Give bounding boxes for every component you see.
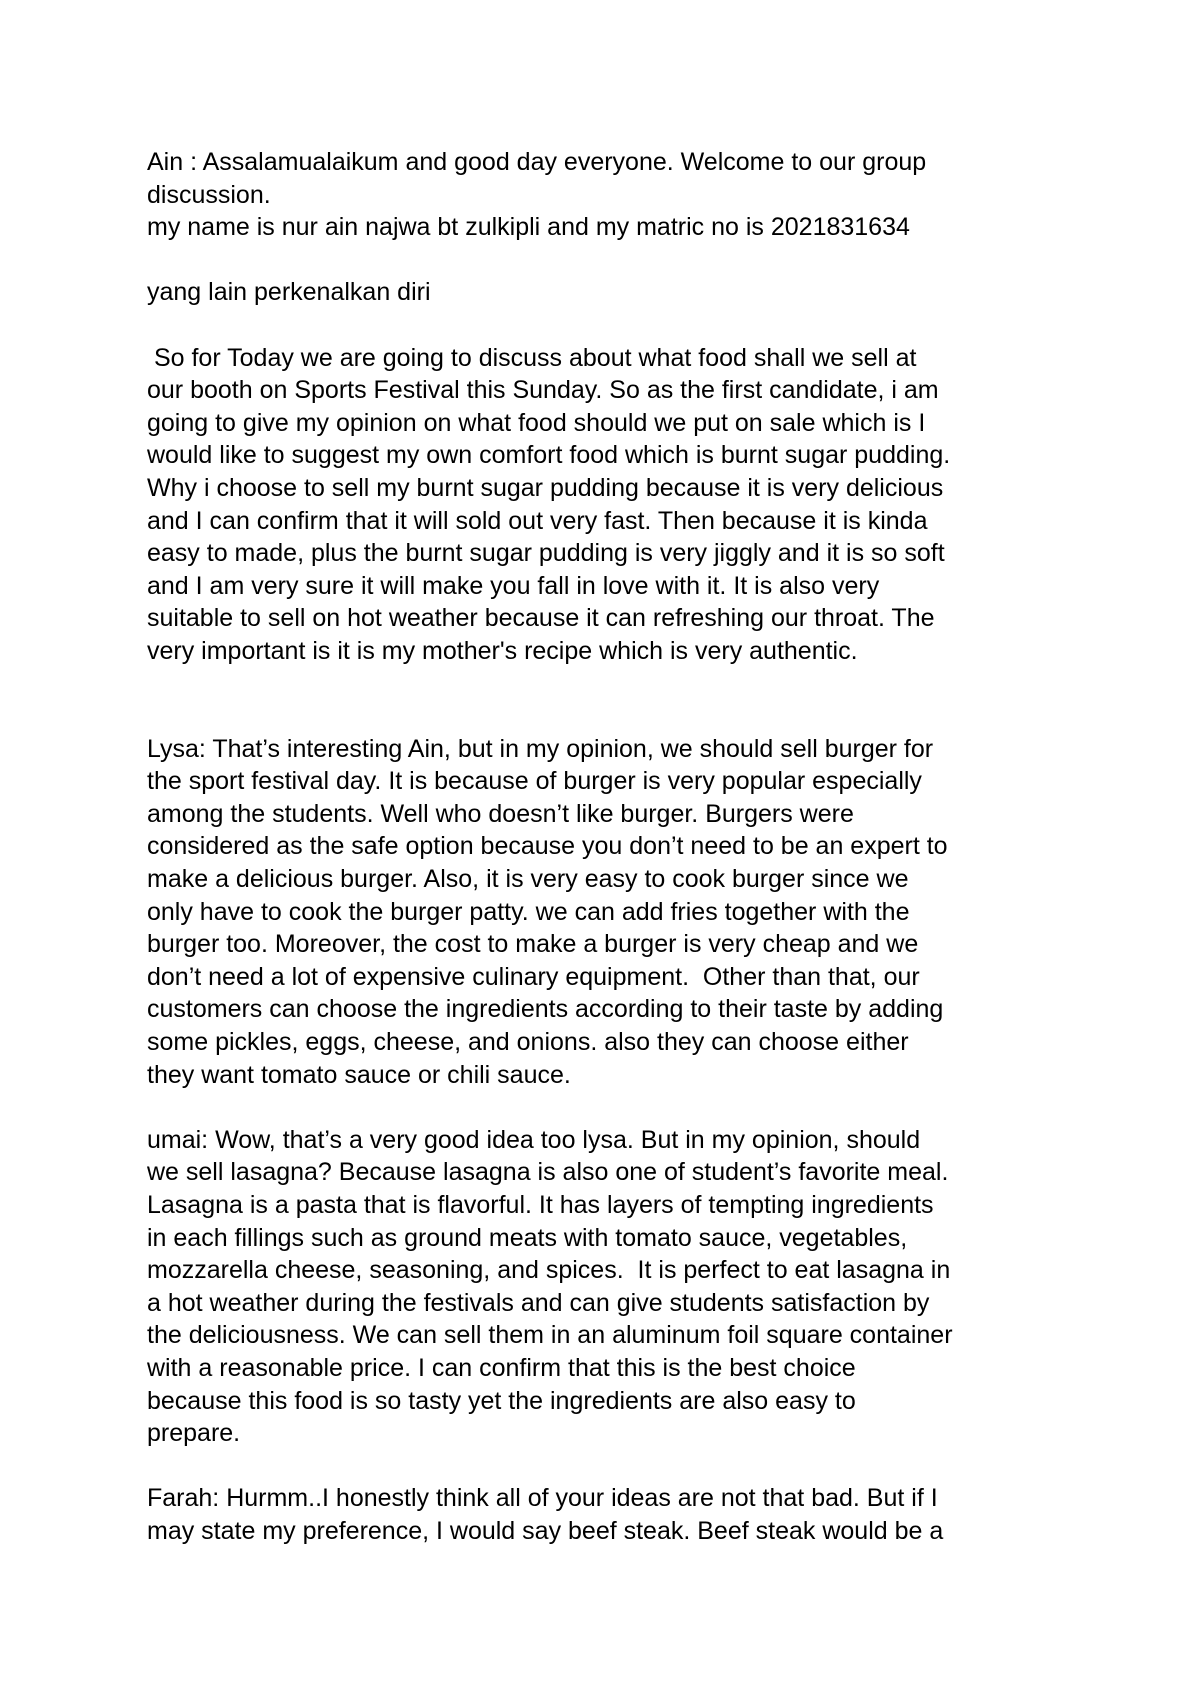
paragraph-line: and I can confirm that it will sold out very fast. Then because it is kinda bbox=[147, 506, 928, 535]
paragraph-line: may state my preference, I would say beef steak. Beef steak would be a bbox=[147, 1516, 944, 1545]
paragraph-line: customers can choose the ingredients according to their taste by adding bbox=[147, 995, 944, 1024]
note-line: yang lain perkenalkan diri bbox=[147, 278, 431, 307]
paragraph-line: Why i choose to sell my burnt sugar pudding because it is very delicious bbox=[147, 473, 944, 502]
intro-line: my name is nur ain najwa bt zulkipli and my matric no is 2021831634 bbox=[147, 213, 910, 242]
paragraph-line: they want tomato sauce or chili sauce. bbox=[147, 1060, 571, 1089]
paragraph-line: we sell lasagna? Because lasagna is also one of student’s favorite meal. bbox=[147, 1158, 949, 1187]
paragraph-line: only have to cook the burger patty. we can add fries together with the bbox=[147, 897, 910, 926]
paragraph-line: So for Today we are going to discuss about what food shall we sell at bbox=[147, 343, 917, 372]
intro-block bbox=[147, 146, 1077, 244]
paragraph-line: some pickles, eggs, cheese, and onions. also they can choose either bbox=[147, 1028, 909, 1057]
document-body bbox=[147, 146, 1077, 1548]
paragraph-line: prepare. bbox=[147, 1419, 241, 1448]
paragraph-line: the deliciousness. We can sell them in an aluminum foil square container bbox=[147, 1321, 953, 1350]
paragraph-line: the sport festival day. It is because of burger is very popular especially bbox=[147, 767, 922, 796]
paragraph-line: suitable to sell on hot weather because it can refreshing our throat. The bbox=[147, 604, 935, 633]
paragraph-line: a hot weather during the festivals and can give students satisfaction by bbox=[147, 1288, 930, 1317]
paragraph-line: mozzarella cheese, seasoning, and spices. It is perfect to eat lasagna in bbox=[147, 1256, 951, 1285]
paragraph-line: Lysa: That’s interesting Ain, but in my opinion, we should sell burger for bbox=[147, 734, 934, 763]
paragraph-line: among the students. Well who doesn’t like burger. Burgers were bbox=[147, 799, 854, 828]
paragraph-line: in each fillings such as ground meats with tomato sauce, vegetables, bbox=[147, 1223, 908, 1252]
paragraph-line: umai: Wow, that’s a very good idea too lysa. But in my opinion, should bbox=[147, 1125, 921, 1154]
ain-paragraph bbox=[147, 342, 1077, 668]
intro-line: Ain : Assalamualaikum and good day everyone. Welcome to our group bbox=[147, 148, 927, 176]
paragraph-line: very important is it is my mother's recipe which is very authentic. bbox=[147, 636, 858, 665]
umai-paragraph bbox=[147, 1124, 1077, 1450]
paragraph-line: don’t need a lot of expensive culinary equipment. Other than that, our bbox=[147, 962, 920, 991]
farah-paragraph bbox=[147, 1482, 1077, 1547]
paragraph-line: with a reasonable price. I can confirm that this is the best choice bbox=[147, 1353, 856, 1382]
paragraph-line: because this food is so tasty yet the ingredients are also easy to bbox=[147, 1386, 856, 1415]
paragraph-line: would like to suggest my own comfort food which is burnt sugar pudding. bbox=[147, 441, 951, 470]
intro-line: discussion. bbox=[147, 180, 271, 209]
paragraph-line: going to give my opinion on what food should we put on sale which is I bbox=[147, 408, 926, 437]
paragraph-line: Lasagna is a pasta that is flavorful. It has layers of tempting ingredients bbox=[147, 1191, 934, 1219]
paragraph-line: make a delicious burger. Also, it is very easy to cook burger since we bbox=[147, 865, 909, 894]
paragraph-line: burger too. Moreover, the cost to make a burger is very cheap and we bbox=[147, 930, 919, 959]
paragraph-line: and I am very sure it will make you fall in love with it. It is also very bbox=[147, 571, 880, 600]
paragraph-line: Farah: Hurmm..I honestly think all of your ideas are not that bad. But if I bbox=[147, 1484, 938, 1513]
paragraph-line: considered as the safe option because you don’t need to be an expert to bbox=[147, 832, 948, 861]
paragraph-line: our booth on Sports Festival this Sunday. So as the first candidate, i am bbox=[147, 376, 939, 405]
paragraph-line: easy to made, plus the burnt sugar pudding is very jiggly and it is so soft bbox=[147, 539, 945, 568]
lysa-paragraph bbox=[147, 733, 1077, 1092]
